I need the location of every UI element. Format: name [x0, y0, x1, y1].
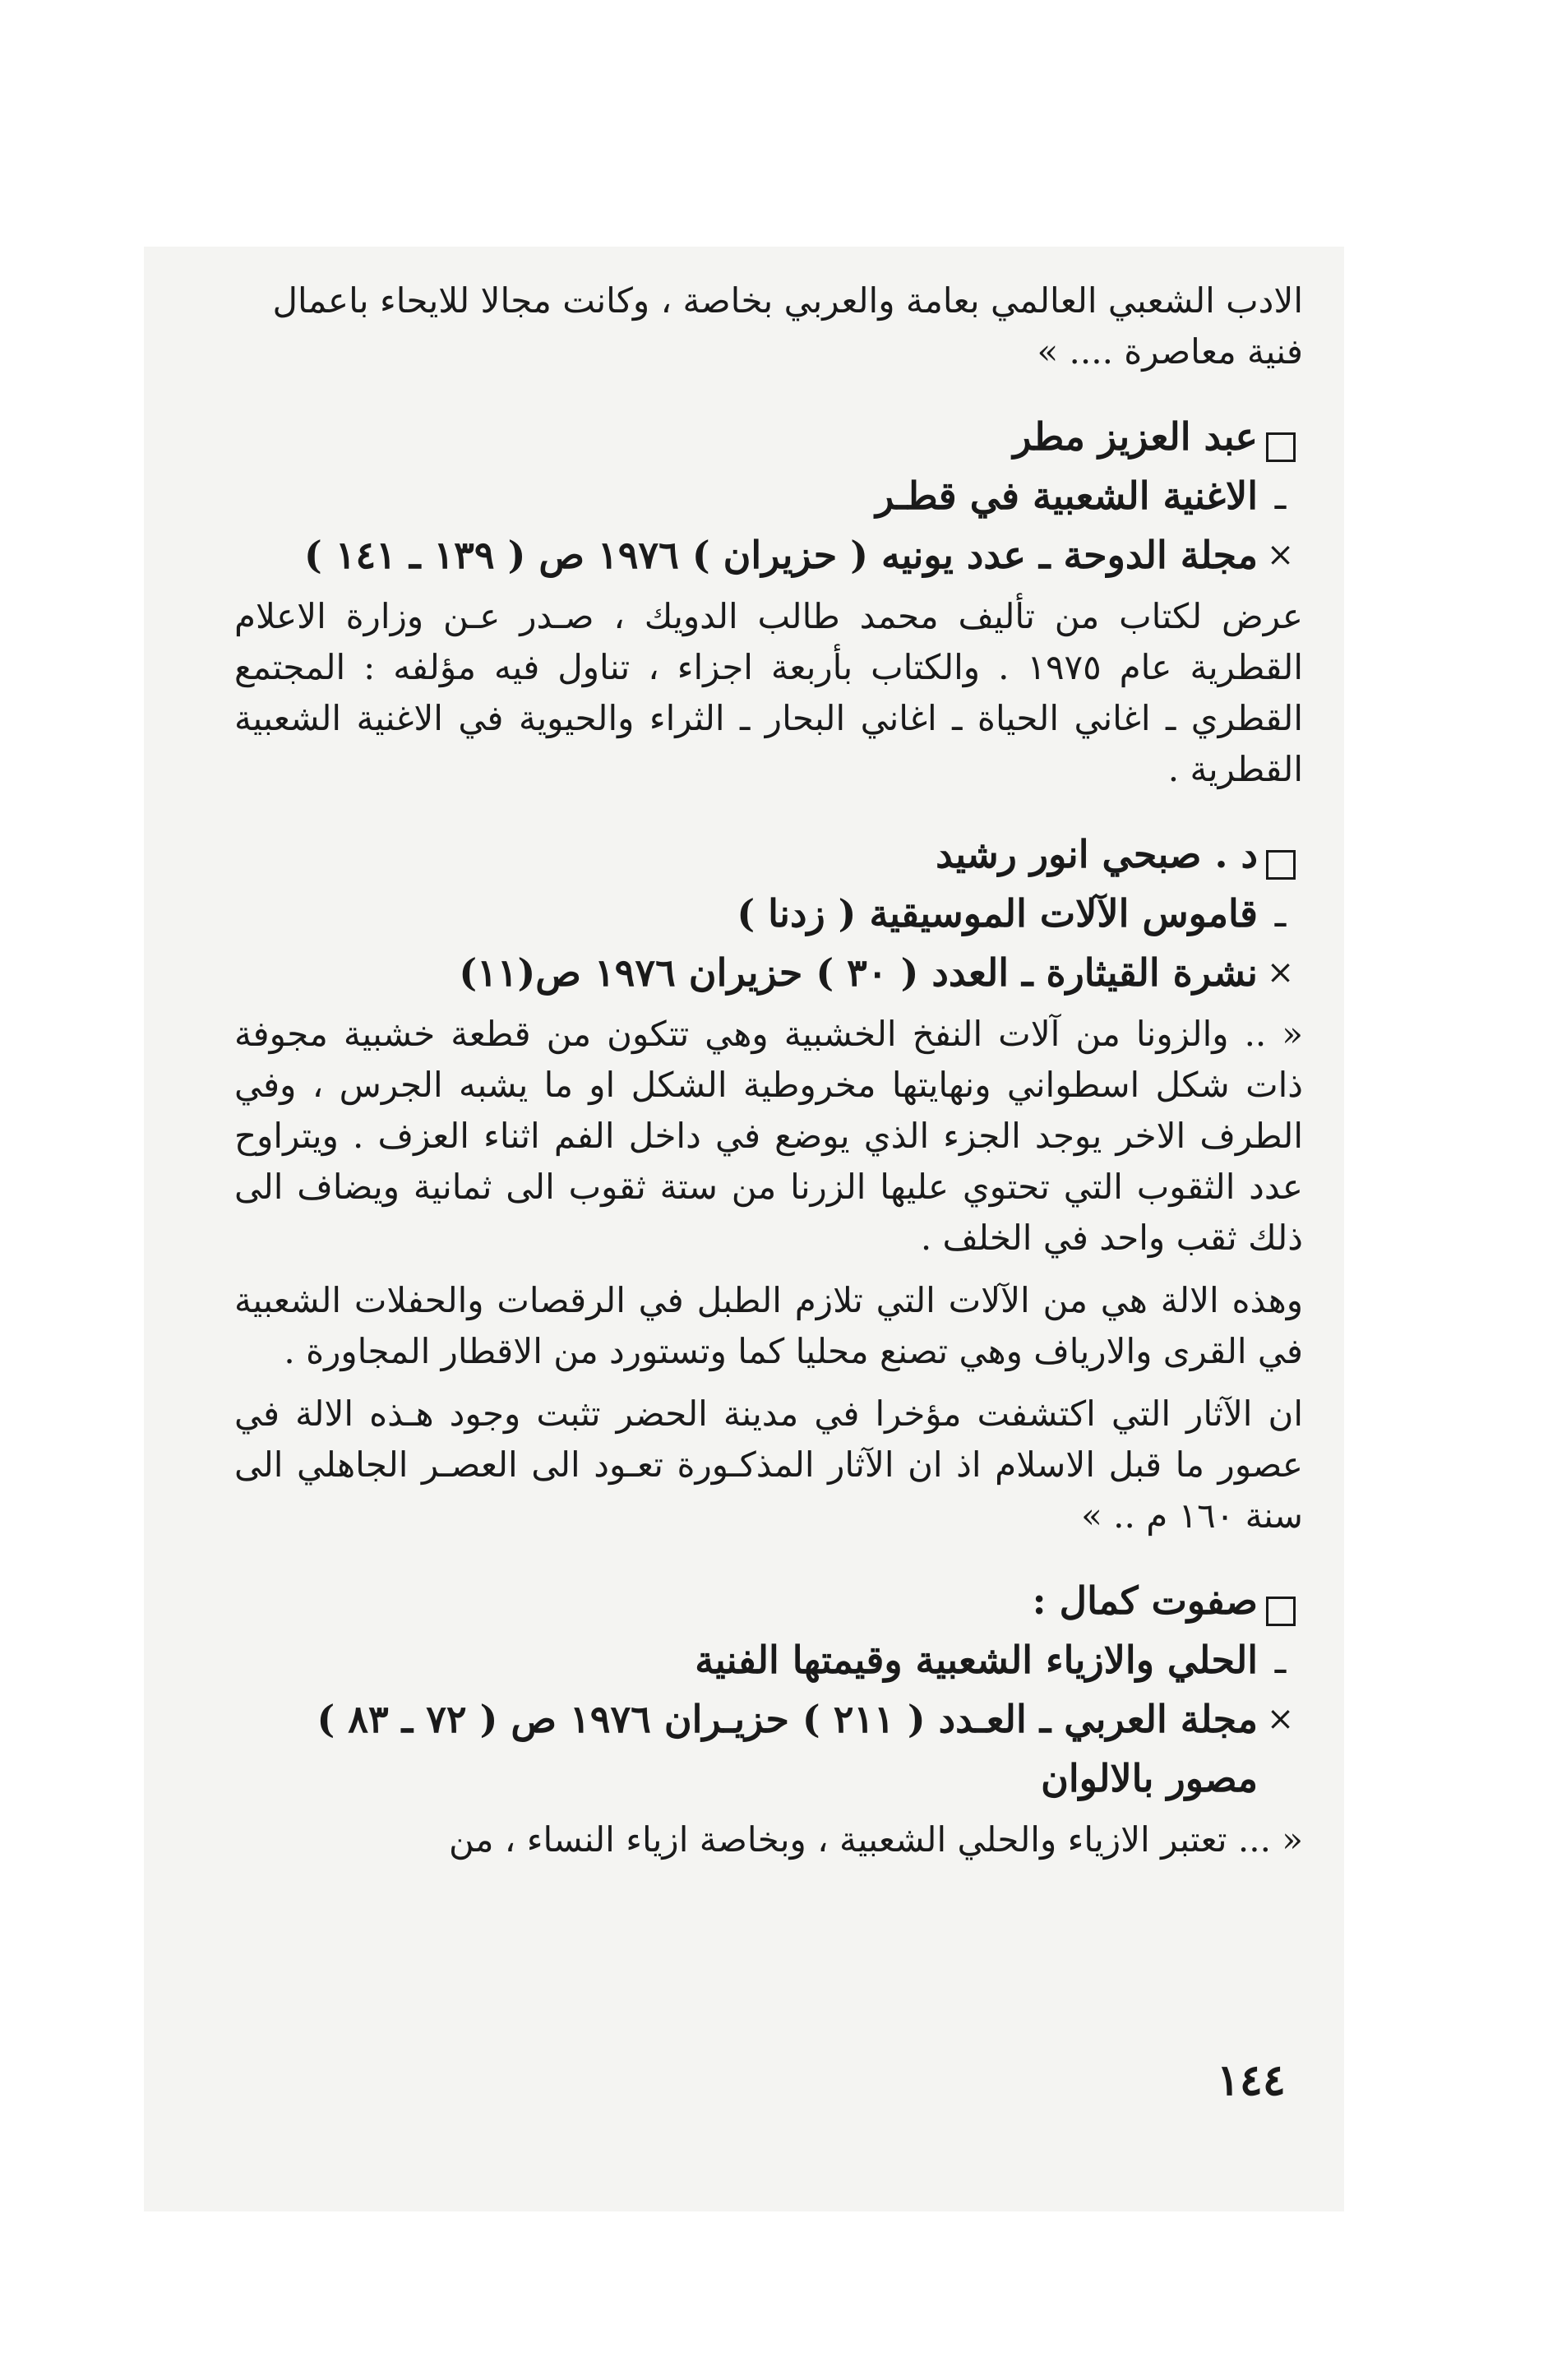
entry-source-row [234, 1689, 1303, 1749]
cross-icon: × [1266, 1700, 1295, 1738]
entry-author-row [234, 825, 1303, 884]
entry-source-extra: مصور بالالوان [1041, 1756, 1258, 1800]
cross-icon: × [1266, 954, 1295, 991]
entry-title-row [234, 466, 1303, 525]
entry-source-extra-row [234, 1749, 1303, 1808]
entry-title: الاغنية الشعبية في قطـر [876, 474, 1258, 518]
entry-title-row [234, 884, 1303, 943]
entry-source: نشرة القيثارة ـ العدد ( ٣٠ ) حزيران ١٩٧٦ ص(١١) [459, 950, 1258, 995]
dash-icon: ـ [1274, 474, 1287, 518]
entry-summary [234, 591, 1303, 795]
bibliography-entry [234, 407, 1303, 795]
intro-line-1: الادب الشعبي العالمي بعامة والعربي بخاصة ، وكانت مجالا للايحاء باعمال [272, 280, 1303, 321]
entry-summary [234, 1814, 1303, 1865]
entry-author-row [234, 1571, 1303, 1630]
page-number: ١٤٤ [1217, 2055, 1286, 2105]
entry-source: مجلة العربي ـ العـدد ( ٢١١ ) حزيـران ١٩٧٦ ص ( ٧٢ ـ ٨٣ ) [317, 1697, 1258, 1741]
book-page [234, 275, 1303, 1877]
bibliography-entry [234, 1571, 1303, 1865]
entry-source-row [234, 943, 1303, 1002]
bibliography-entry [234, 825, 1303, 1541]
checkbox-icon [1258, 1571, 1303, 1630]
entry-paragraph: « .. والزونا من آلات النفخ الخشبية وهي تتكون من قطعة خشبية مجوفة ذات شكل اسطواني ونهايتها مخروطية الشكل او ما يشبه الجرس ، وفي الطرف الاخر يوجد الجزء الذي يوضع في داخل الفم اثناء العزف . ويتراوح عدد الثقوب التي تحتوي عليها الزرنا من ستة ثقوب الى ثمانية ويضاف الى ذلك ثقب واحد في الخلف . [234, 1014, 1303, 1258]
entry-author: صفوت كمال : [1032, 1578, 1258, 1623]
entry-summary [234, 1009, 1303, 1541]
entry-paragraph: وهذه الالة هي من الآلات التي تلازم الطبل في الرقصات والحفلات الشعبية في القرى والارياف وهي تصنع محليا كما وتستورد من الاقطار المجاورة . [234, 1280, 1303, 1371]
entry-author: عبد العزيز مطر [1013, 414, 1258, 459]
intro-line-2: فنية معاصرة .... » [1037, 331, 1303, 372]
entry-title: الحلي والازياء الشعبية وقيمتها الفنية [695, 1638, 1258, 1682]
checkbox-icon [1258, 825, 1303, 884]
entry-paragraph: ان الآثار التي اكتشفت مؤخرا في مدينة الحضر تثبت وجود هـذه الالة في عصور ما قبل الاسلام اذ ان الآثار المذكـورة تعـود الى العصـر الجاهلي الى سنة ١٦٠ م .. » [234, 1393, 1303, 1536]
dash-icon: ـ [1274, 1638, 1287, 1682]
dash-icon: ـ [1274, 891, 1287, 936]
entry-paragraph: « ... تعتبر الازياء والحلي الشعبية ، وبخاصة ازياء النساء ، من [448, 1819, 1303, 1860]
entry-author-row [234, 407, 1303, 466]
entry-title-row [234, 1630, 1303, 1689]
checkbox-icon [1258, 407, 1303, 466]
cross-icon: × [1266, 536, 1295, 574]
entry-source: مجلة الدوحة ـ عدد يونيه ( حزيران ) ١٩٧٦ ص ( ١٣٩ ـ ١٤١ ) [304, 533, 1258, 577]
entry-title: قاموس الآلات الموسيقية ( زدنا ) [737, 891, 1258, 936]
entry-author: د . صبحي انور رشيد [936, 832, 1258, 876]
entry-paragraph: عرض لكتاب من تأليف محمد طالب الدويك ، صـدر عـن وزارة الاعلام القطرية عام ١٩٧٥ . والكتاب بأربعة اجزاء ، تناول فيه مؤلفه : المجتمع القطري ـ اغاني الحياة ـ اغاني البحار ـ الثراء والحيوية في الاغنية الشعبية القطرية . [234, 596, 1304, 789]
entry-source-row [234, 525, 1303, 585]
